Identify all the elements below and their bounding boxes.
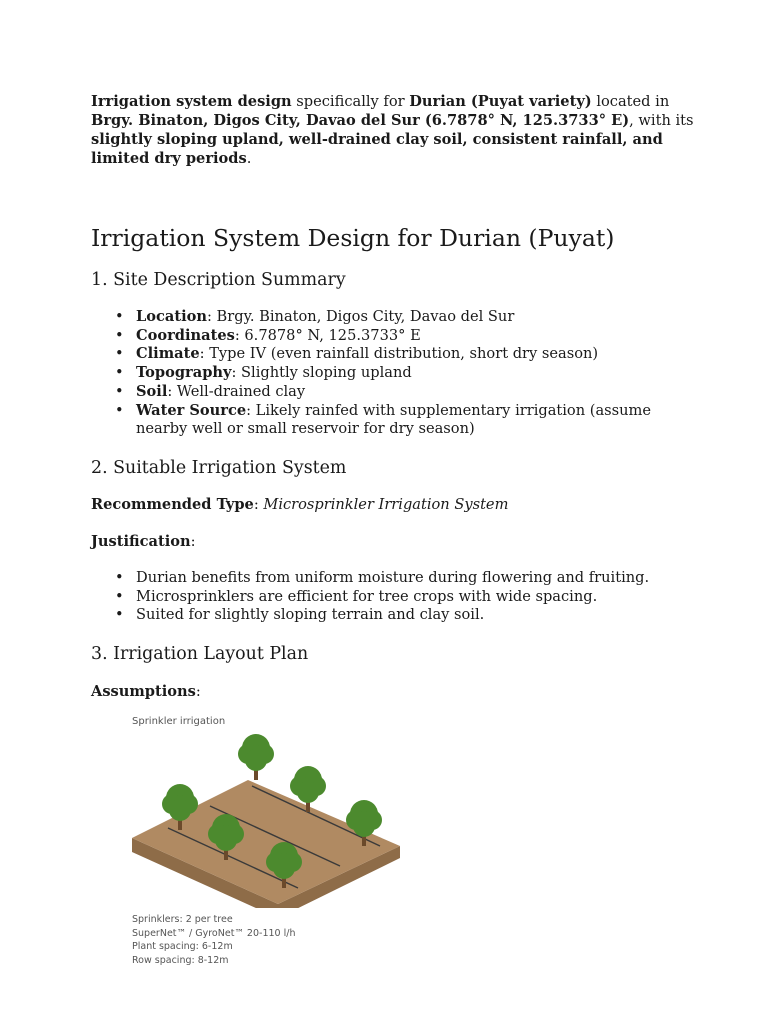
item-text: Durian benefits from uniform moisture during flowering and fruiting. [136, 569, 650, 586]
item-label: Location [136, 308, 207, 325]
tree-canopy [169, 799, 191, 821]
section-heading-layout: 3. Irrigation Layout Plan [91, 644, 309, 664]
caption-line: Sprinklers: 2 per tree [132, 914, 233, 925]
caption-line: Row spacing: 8-12m [132, 954, 229, 966]
caption-line: SuperNet™ / GyroNet™ 20-110 l/h [132, 927, 296, 939]
justification-sep: : [190, 533, 196, 550]
intro-paragraph [91, 92, 701, 168]
item-label: Topography [136, 364, 232, 382]
bullet: • [115, 308, 124, 325]
intro-bold-7: slightly sloping upland, well-drained clay soil, consistent rainfall, and limited dry periods [91, 131, 663, 167]
list-item [91, 327, 691, 346]
bullet: • [115, 364, 124, 382]
item-label: Water Source [136, 401, 247, 419]
recommended-value: Microsprinkler Irrigation System [263, 496, 509, 513]
item-text: Microsprinklers are efficient for tree crops with wide spacing. [136, 587, 598, 605]
bullet: • [115, 345, 124, 363]
durian-tree [238, 734, 274, 780]
list-item [91, 308, 691, 327]
intro-text-8: . [246, 150, 252, 167]
sprinkler-illustration [128, 728, 408, 908]
item-label: Climate [136, 345, 200, 363]
tree-canopy [297, 781, 319, 803]
intro-text-2: specifically for [291, 93, 410, 110]
item-value: : Brgy. Binaton, Digos City, Davao del Sur [206, 308, 515, 325]
item-value: : 6.7878° N, 125.3733° E [234, 326, 421, 344]
list-item [91, 606, 691, 625]
item-value: : Likely rainfed with supplementary irrigation (assume nearby well or small reservoir for dry season) [136, 401, 652, 438]
intro-text-6: , with its [629, 112, 694, 129]
site-description-list [91, 308, 691, 439]
tree-canopy [245, 749, 267, 771]
item-value: : Slightly sloping upland [231, 364, 412, 382]
recommended-type-line [91, 495, 508, 514]
list-item [91, 364, 691, 383]
bullet: • [115, 326, 124, 344]
intro-bold-5: Brgy. Binaton, Digos City, Davao del Sur (6.7878° N, 125.3733° E) [91, 112, 630, 129]
bullet: • [115, 382, 124, 400]
item-label: Coordinates [136, 326, 235, 344]
figure-caption [132, 913, 295, 967]
item-value: : Well-drained clay [167, 382, 306, 400]
assumptions-label: Assumptions [91, 683, 196, 700]
tree-canopy [215, 829, 237, 851]
sprinkler-figure [128, 708, 408, 978]
list-item [91, 402, 691, 439]
list-item [91, 345, 691, 364]
section-heading-site: 1. Site Description Summary [91, 270, 346, 290]
figure-title: Sprinkler irrigation [132, 716, 226, 727]
bullet: • [115, 569, 124, 586]
item-text: Suited for slightly sloping terrain and clay soil. [136, 606, 485, 624]
tree-canopy [273, 857, 295, 879]
section-heading-system: 2. Suitable Irrigation System [91, 458, 347, 478]
bullet: • [115, 401, 124, 419]
intro-bold-1: Irrigation system design [91, 93, 292, 110]
justification-line [91, 532, 196, 551]
caption-line: Plant spacing: 6-12m [132, 941, 233, 952]
tree-canopy [353, 815, 375, 837]
bullet: • [115, 587, 124, 605]
item-label: Soil [136, 382, 168, 400]
intro-bold-3: Durian (Puyat variety) [409, 93, 592, 110]
recommended-sep: : [253, 496, 264, 513]
recommended-label: Recommended Type [91, 496, 254, 513]
intro-text-4: located in [591, 93, 670, 110]
justification-label: Justification [91, 533, 191, 550]
assumptions-sep: : [195, 683, 201, 700]
item-value: : Type IV (even rainfall distribution, short dry season) [199, 345, 599, 363]
list-item [91, 383, 691, 402]
justification-list [91, 569, 691, 625]
page-title: Irrigation System Design for Durian (Puyat) [91, 224, 615, 252]
assumptions-line [91, 682, 201, 701]
list-item [91, 588, 691, 607]
list-item [91, 569, 691, 588]
bullet: • [115, 606, 124, 624]
